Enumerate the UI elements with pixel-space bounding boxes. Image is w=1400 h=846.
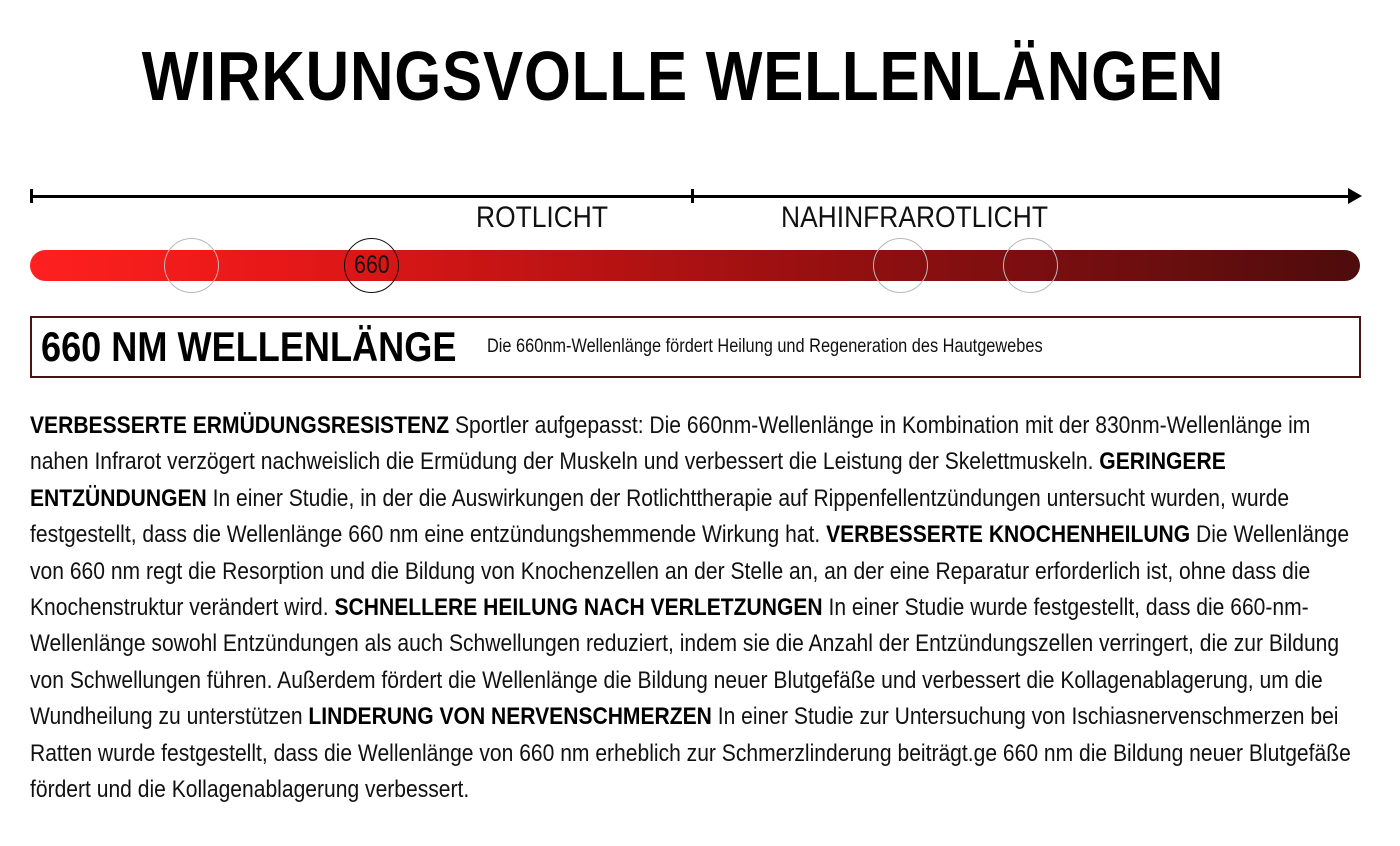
- spectrum-bar: [30, 250, 1360, 281]
- wavelength-marker[interactable]: [873, 238, 928, 293]
- benefit-heading: GERINGERE ENTZÜNDUNGEN: [30, 448, 1226, 512]
- range-label-red-light: ROTLICHT: [476, 201, 608, 234]
- wavelength-marker[interactable]: [1003, 238, 1058, 293]
- benefit-heading: SCHNELLERE HEILUNG NACH VERLETZUNGEN: [334, 594, 823, 622]
- wavelength-description: Die 660nm-Wellenlänge fördert Heilung und Regeneration des Hautgewebes: [487, 336, 1043, 357]
- benefit-text: In einer Studie zur Untersuchung von Ischiasnervenschmerzen bei Ratten wurde festgestellt, dass die Wellenlänge von 660 nm erheblich zur Schmerzlinderung beiträgt.ge 660 nm die Bildung neuer Blutgefäße fördert und die Kollagenablagerung verbessert.: [30, 703, 1351, 804]
- benefit-heading: VERBESSERTE ERMÜDUNGSRESISTENZ: [30, 412, 450, 439]
- benefit-text: In einer Studie, in der die Auswirkungen der Rotlichttherapie auf Rippenfellentzündungen untersucht wurden, wurde festgestellt, dass die Wellenlänge 660 nm eine entzündungshemmende Wirkung hat.: [30, 484, 1290, 549]
- wavelength-heading: 660 NM WELLENLÄNGE: [41, 323, 457, 370]
- range-label-near-infrared: NAHINFRAROTLICHT: [781, 201, 1048, 234]
- wavelength-marker-label: 660: [353, 251, 390, 279]
- page-title: WIRKUNGSVOLLE WELLENLÄNGEN: [141, 37, 1225, 115]
- benefit-text: In einer Studie wurde festgestellt, dass die 660-nm-Wellenlänge sowohl Entzündungen als auch Schwellungen reduziert, indem sie die Anzahl der Entzündungszellen verringert, die zur Bildung von Schwellungen führen. Außerdem fördert die Wellenlänge die Bildung neuer Blutgefäße und verbessert die Kollagenablagerung, um die Wundheilung zu unterstützen: [30, 594, 1340, 731]
- benefit-heading: VERBESSERTE KNOCHENHEILUNG: [826, 521, 1191, 549]
- benefit-text: Die Wellenlänge von 660 nm regt die Resorption und die Bildung von Knochenzellen an der Stelle an, an der eine Reparatur erforderlich ist, ohne dass die Knochenstruktur verändert wird.: [30, 521, 1350, 622]
- wavelength-marker[interactable]: [164, 238, 219, 293]
- benefit-text: Sportler aufgepasst: Die 660nm-Wellenlänge in Kombination mit der 830nm-Wellenlänge im nahen Infrarot verzögert nachweislich die Ermüdung der Muskeln und verbessert die Leistung der Skelettmuskeln.: [30, 412, 1311, 476]
- axis-tick-start: [30, 189, 33, 203]
- wavelength-marker-selected[interactable]: [344, 238, 399, 293]
- axis-arrow-icon: [1348, 188, 1362, 204]
- axis-tick-divider: [691, 189, 694, 203]
- benefits-paragraph: [30, 408, 1363, 808]
- wavelength-info-box: [30, 316, 1361, 378]
- benefit-heading: LINDERUNG VON NERVENSCHMERZEN: [308, 703, 712, 731]
